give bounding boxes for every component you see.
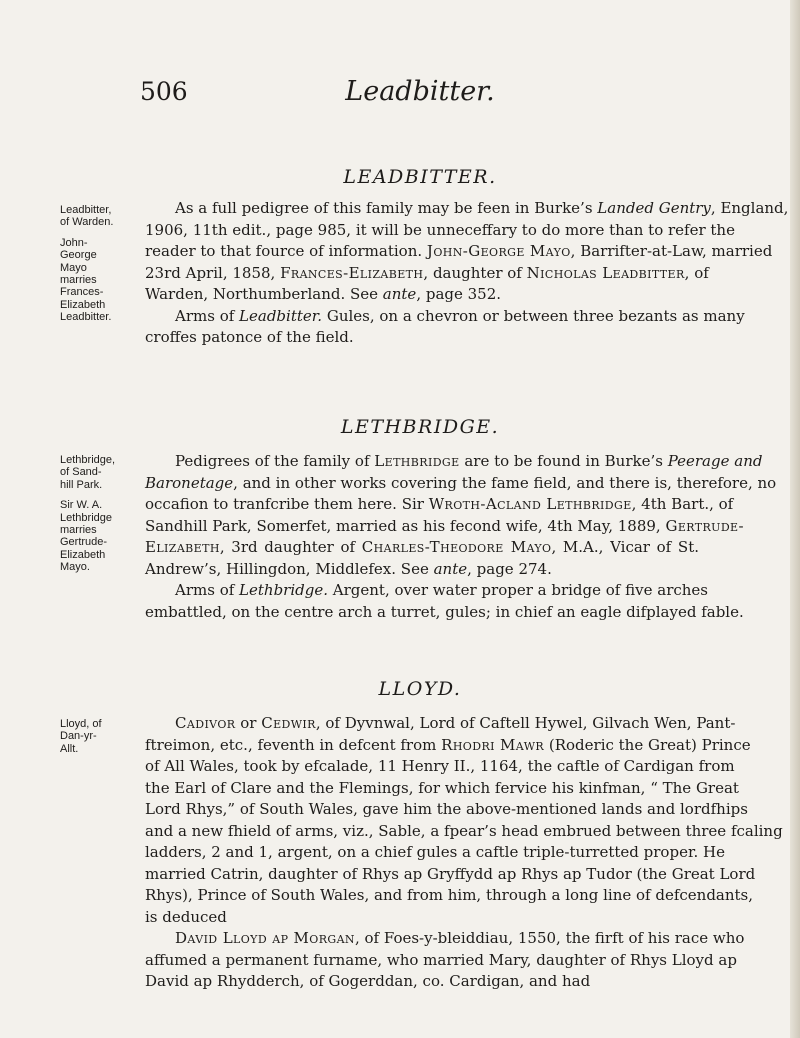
text-line: As a full pedigree of this family may be feen in Burke’s Landed Gentry, England, bbox=[175, 199, 789, 217]
text-line: is deduced bbox=[145, 907, 227, 926]
margin-note-leadbitter: Leadbitter, of Warden. John- George Mayo marries Frances- Elizabeth Leadbitter. bbox=[60, 204, 114, 324]
text-line: reader to that fource of information. John-George Mayo, Barrifter-at-Law, married bbox=[145, 242, 773, 260]
text-line: David ap Rhydderch, of Gogerddan, co. Cardigan, and had bbox=[145, 972, 591, 990]
text-line: affumed a permanent furname, who married Mary, daughter of Rhys Lloyd ap bbox=[145, 950, 737, 969]
text-line: married Catrin, daughter of Rhys ap Gryffydd ap Rhys ap Tudor (the Great Lord bbox=[145, 864, 756, 883]
text-line: occafion to tranfcribe them here. Sir Wroth-Acland Lethbridge, 4th Bart., of bbox=[145, 495, 734, 513]
text-line: croffes patonce of the field. bbox=[145, 328, 354, 346]
page-edge-shadow bbox=[790, 0, 800, 1038]
section-title-leadbitter: LEADBITTER. bbox=[343, 166, 497, 188]
running-title: Leadbitter. bbox=[345, 76, 495, 107]
text-line: David Lloyd ap Morgan, of Foes-y-bleiddiau, 1550, the firft of his race who bbox=[175, 929, 745, 947]
page-number: 506 bbox=[140, 77, 188, 106]
text-line: Warden, Northumberland. See ante, page 352. bbox=[145, 285, 502, 303]
text-line: 23rd April, 1858, Frances-Elizabeth, daughter of Nicholas Leadbitter, of bbox=[145, 263, 709, 282]
margin-note-lethbridge: Lethbridge, of Sand- hill Park. Sir W. A. Lethbridge marries Gertrude- Elizabeth Mayo. bbox=[60, 454, 116, 574]
text-line: Rhys), Prince of South Wales, and from him, through a long line of defcendants, bbox=[145, 886, 754, 904]
text-line: Cadivor or Cedwir, of Dyvnwal, Lord of Caftell Hywel, Gilvach Wen, Pant- bbox=[175, 714, 736, 732]
section-title-lethbridge: LETHBRIDGE. bbox=[340, 416, 500, 438]
text-line: of All Wales, took by efcalade, 11 Henry II., 1164, the caftle of Cardigan from bbox=[145, 757, 735, 775]
text-line: Arms of Lethbridge. Argent, over water proper a bridge of five arches bbox=[175, 581, 708, 599]
text-line: and a new fhield of arms, viz., Sable, a fpear’s head embrued between three fcaling bbox=[145, 821, 783, 840]
text-line: the Earl of Clare and the Flemings, for which fervice his kinfman, “ The Great bbox=[145, 778, 739, 797]
text-line: embattled, on the centre arch a turret, gules; in chief an eagle difplayed fable. bbox=[145, 602, 744, 621]
text-line: Elizabeth, 3rd daughter of Charles-Theodore Mayo, M.A., Vicar of St. bbox=[145, 538, 699, 556]
text-line: ladders, 2 and 1, argent, on a chief gules a caftle triple-turretted proper. He bbox=[145, 843, 725, 861]
text-line: ftreimon, etc., feventh in defcent from Rhodri Mawr (Roderic the Great) Prince bbox=[145, 735, 751, 754]
text-line: Pedigrees of the family of Lethbridge are to be found in Burke’s Peerage and bbox=[175, 452, 763, 470]
text-line: Arms of Leadbitter. Gules, on a chevron or between three bezants as many bbox=[175, 306, 745, 325]
page-header bbox=[140, 74, 700, 114]
margin-note-lloyd: Lloyd, of Dan-yr- Allt. bbox=[60, 718, 102, 755]
text-line: 1906, 11th edit., page 985, it will be unneceffary to do more than to refer the bbox=[145, 220, 735, 239]
section-title-lloyd: LLOYD. bbox=[378, 678, 462, 700]
text-line: Baronetage, and in other works covering the fame field, and there is, therefore, no bbox=[145, 473, 777, 492]
text-line: Sandhill Park, Somerfet, married as his fecond wife, 4th May, 1889, Gertrude- bbox=[145, 516, 744, 535]
text-line: Andrew’s, Hillingdon, Middlefex. See ante, page 274. bbox=[145, 559, 552, 578]
text-line: Lord Rhys,” of South Wales, gave him the above-mentioned lands and lordfhips bbox=[145, 800, 748, 818]
